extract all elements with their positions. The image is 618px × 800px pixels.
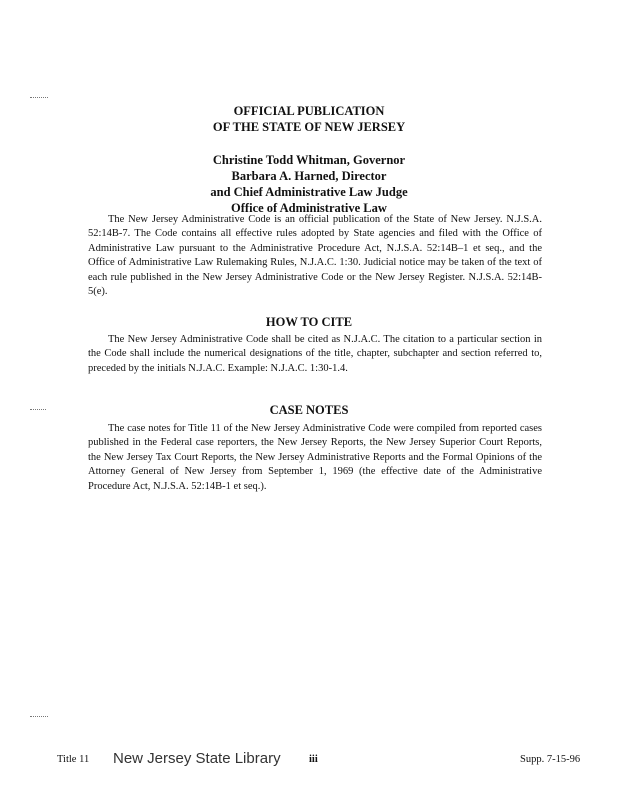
footer-title: Title 11 bbox=[57, 754, 90, 765]
how-to-cite-paragraph: The New Jersey Administrative Code shall be cited as N.J.A.C. The citation to a particular section in the Code shall include the numerical designations of the title, chapter, subchapter and section referred to, preceded by the initials N.J.A.C. Example: N.J.A.C. 1:30-1.4. bbox=[88, 334, 542, 374]
governor-line: Christine Todd Whitman, Governor bbox=[212, 153, 406, 167]
header-line: OFFICIAL PUBLICATION bbox=[233, 104, 385, 118]
judge-line: and Chief Administrative Law Judge bbox=[210, 185, 408, 199]
scan-mark bbox=[30, 716, 48, 718]
page-number: iii bbox=[309, 754, 318, 765]
page-footer bbox=[0, 748, 618, 772]
scan-mark bbox=[30, 97, 48, 99]
officials-block bbox=[0, 152, 618, 216]
publication-header bbox=[0, 103, 618, 135]
office-line: Office of Administrative Law bbox=[231, 201, 387, 215]
how-to-cite-title: HOW TO CITE bbox=[265, 315, 353, 329]
director-line: Barbara A. Harned, Director bbox=[231, 169, 387, 183]
case-notes-paragraph: The case notes for Title 11 of the New Jersey Administrative Code were compiled from reported cases published in the Federal case reporters, the New Jersey Reports, the New Jersey Superior Court Reports, the New Jersey Tax Court Reports, the New Jersey Administrative Reports and the Formal Opinions of the Attorney General of New Jersey from September 1, 1969 (the effective date of the Administrative Procedure Act, N.J.S.A. 52:14B-1 et seq.). bbox=[88, 423, 542, 492]
supplement-date: Supp. 7-15-96 bbox=[520, 754, 581, 765]
intro-paragraph: The New Jersey Administrative Code is an official publication of the State of New Jersey. N.J.S.A. 52:14B-7. The Code contains all effective rules adopted by State agencies and filed with the Office of Administrative Law pursuant to the Administrative Procedure Act, N.J.S.A. 52:14B–1 et seq., and the Office of Administrative Law Rulemaking Rules, N.J.A.C. 1:30. Judicial notice may be taken of the text of each rule published in the New Jersey Administrative Code or the New Jersey Register. N.J.S.A. 52:14B-5(e). bbox=[88, 214, 542, 298]
header-line: OF THE STATE OF NEW JERSEY bbox=[212, 120, 406, 134]
case-notes-title: CASE NOTES bbox=[269, 403, 349, 417]
library-stamp: New Jersey State Library bbox=[113, 750, 281, 767]
